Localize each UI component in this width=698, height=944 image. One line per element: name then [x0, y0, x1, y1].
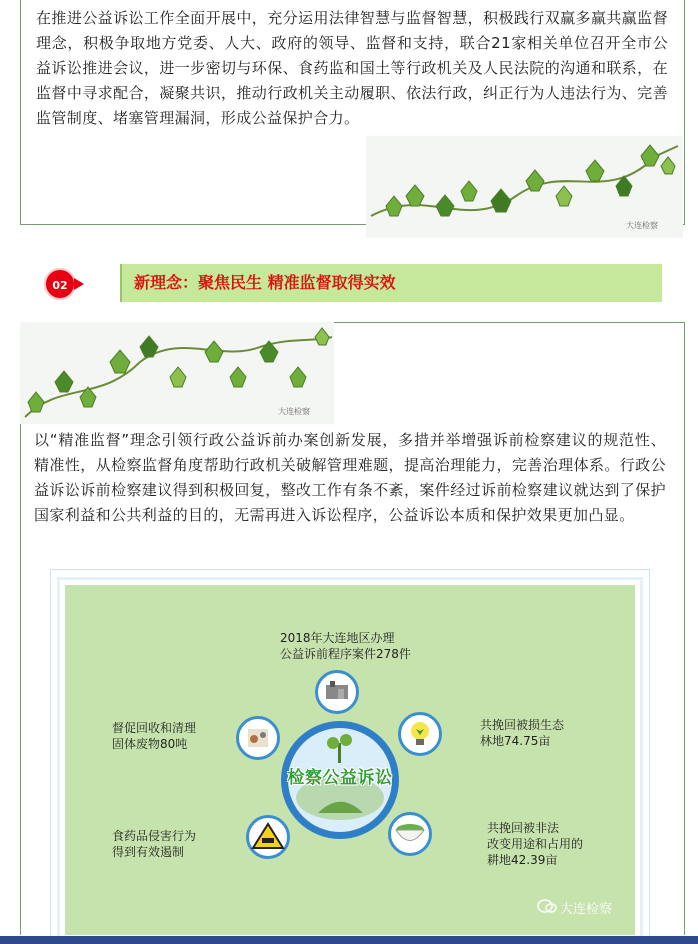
section2-paragraph: 以“精准监督”理念引领行政公益诉前办案创新发展，多措并举增强诉前检察建议的规范性、精准性，从检察监督角度帮助行政机关破解管理难题，提高治理能力，完善治理体系。行政公益诉讼诉前检察建议得到积极回复，整改工作有条不紊，案件经过诉前检察建议就达到了保护国家利益和公共利益的目的，无需再进入诉讼程序，公益诉讼本质和保护效果更加凸显。: [34, 431, 666, 524]
watermark-1: 大连检察: [626, 221, 658, 230]
section-title-bar: [120, 264, 662, 302]
label-left-bottom: 食药品侵害行为 得到有效遏制: [112, 829, 197, 859]
food-safety-warning-icon: [246, 815, 290, 859]
section1-paragraph: 在推进公益诉讼工作全面开展中，充分运用法律智慧与监督智慧，积极践行双赢多赢共赢监督理念，积极争取地方党委、人大、政府的领导、监督和支持，联合21家相关单位召开全市公益诉讼推进会议，进一步密切与环保、食药监和国土等行政机关及人民法院的沟通和联系，在监督中寻求配合，凝聚共识，推动行政机关主动履职、依法行政，纠正行为人违法行为、完善监管制度、堵塞管理漏洞，形成公益保护合力。: [36, 9, 668, 127]
label-top: 2018年大连地区办理 公益诉前程序案件278件: [280, 631, 411, 661]
label-right-bottom: 共挽回被非法 改变用途和占用的 耕地42.39亩: [487, 821, 584, 867]
label-left-top: 督促回收和清理 固体废物80吨: [112, 721, 197, 751]
arrow-right-icon: [74, 278, 86, 290]
section-number-badge: 02: [44, 268, 76, 300]
section-title: 新理念：聚焦民生 精准监督取得实效: [134, 273, 396, 292]
section2-header: [44, 264, 664, 304]
ecology-bulb-icon: [398, 712, 442, 756]
bottom-bar: [0, 936, 698, 944]
label-right-top: 共挽回被损生态 林地74.75亩: [480, 718, 565, 748]
wechat-icon: [537, 898, 557, 914]
center-label: 检察公益诉讼: [287, 768, 393, 788]
industry-photo-icon: [315, 670, 359, 714]
watermark-2: 大连检察: [278, 407, 310, 416]
waste-cleanup-icon: [236, 716, 280, 760]
farmland-bowl-icon: [388, 812, 432, 856]
watermark-infographic: 大连检察: [560, 902, 613, 917]
